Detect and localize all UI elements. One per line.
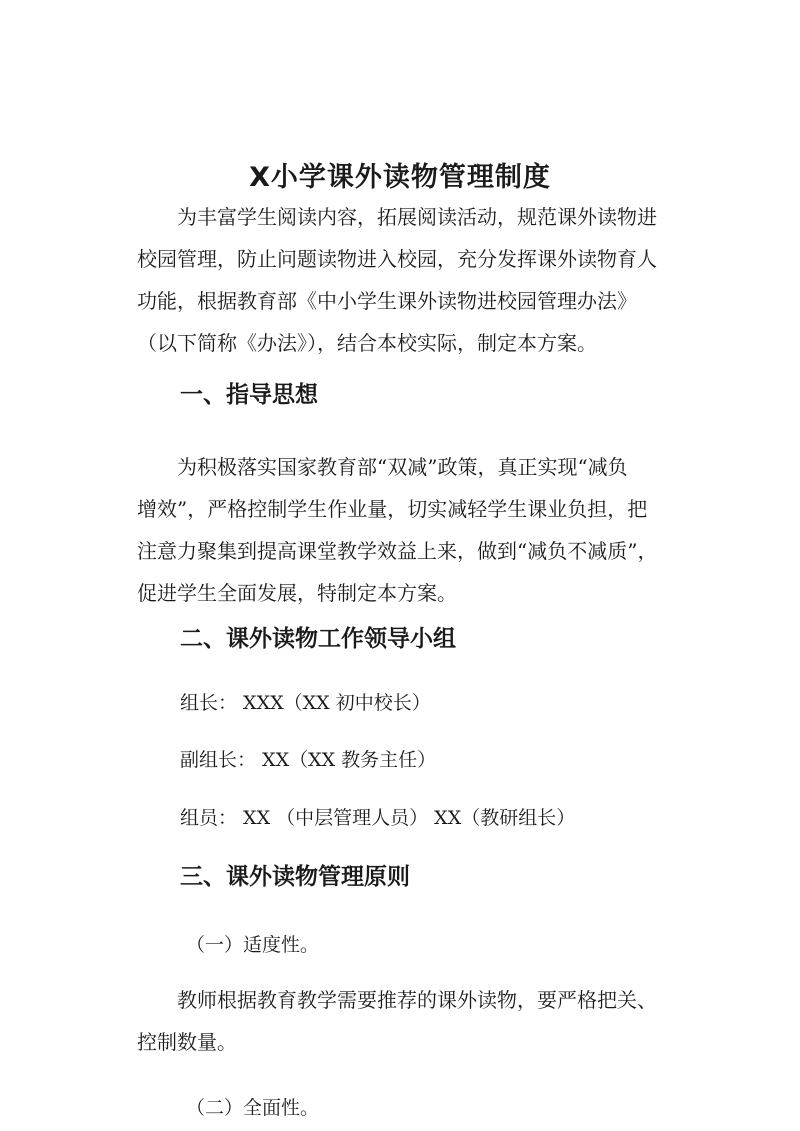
- section-heading-guiding-thought: 一、指导思想: [180, 381, 318, 408]
- group-leader-line: 组长： XXX（XX 初中校长）: [180, 692, 431, 714]
- text-line: 为积极落实国家教育部“双减”政策，真正实现“减负: [137, 455, 628, 479]
- text-line: （以下简称《办法》），结合本校实际，制定本方案。: [137, 331, 597, 355]
- text-line: 为丰富学生阅读内容，拓展阅读活动，规范课外读物进: [137, 205, 657, 229]
- text-line: 增效”，严格控制学生作业量，切实减轻学生课业负担，把: [137, 497, 648, 521]
- text-line: 控制数量。: [137, 1030, 237, 1054]
- group-deputy-line: 副组长： XX（XX 教务主任）: [180, 749, 437, 771]
- section-heading-leadership-group: 二、课外读物工作领导小组: [180, 625, 456, 652]
- section-heading-principles: 三、课外读物管理原则: [180, 863, 410, 890]
- text-line: 功能，根据教育部《中小学生课外读物进校园管理办法》: [137, 289, 637, 313]
- principle-2-title: （二）全面性。: [186, 1097, 320, 1119]
- guiding-thought-paragraph: [137, 446, 697, 614]
- group-members-line: 组员： XX （中层管理人员） XX（教研组长）: [180, 807, 576, 829]
- document-title: X小学课外读物管理制度: [249, 162, 551, 194]
- text-line: 促进学生全面发展，特制定本方案。: [137, 581, 457, 605]
- text-line: 注意力聚集到提高课堂教学效益上来，做到“减负不减质”，: [137, 539, 658, 563]
- intro-paragraph: [137, 196, 697, 364]
- principle-1-paragraph: [137, 979, 697, 1063]
- principle-1-title: （一）适度性。: [186, 934, 320, 956]
- text-line: 教师根据教育教学需要推荐的课外读物，要严格把关、: [137, 988, 657, 1012]
- text-line: 校园管理，防止问题读物进入校园，充分发挥课外读物育人: [137, 247, 657, 271]
